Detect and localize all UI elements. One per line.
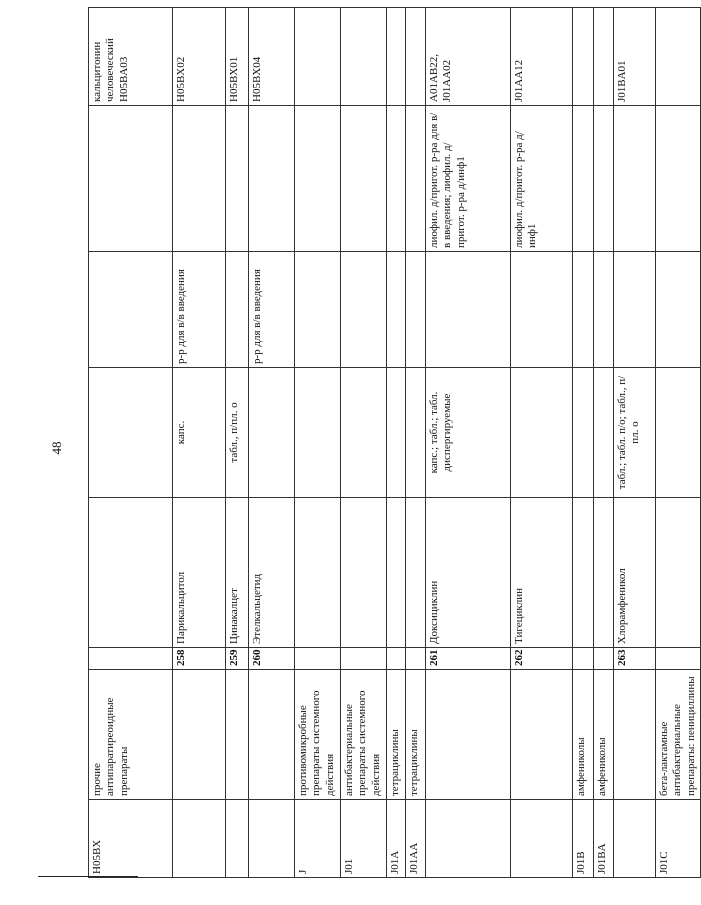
cell-name	[89, 498, 173, 648]
cell-form	[295, 368, 341, 498]
cell-form	[89, 368, 173, 498]
cell-form: капс.; табл.; табл. диспергируемые	[426, 368, 511, 498]
cell-form2	[426, 252, 511, 368]
page-number: 48	[49, 441, 64, 455]
cell-group: амфениколы	[573, 670, 594, 800]
table-row	[89, 8, 173, 878]
cell-other	[173, 106, 226, 252]
cell-form2: р-р для в/в введения	[249, 252, 295, 368]
cell-other	[249, 106, 295, 252]
cell-group: бета-лактамные антибактериальные препараты: пенициллины	[656, 670, 701, 800]
cell-form	[594, 368, 614, 498]
cell-atc: J01AA12	[511, 8, 573, 106]
rotated-table-container	[88, 8, 697, 878]
cell-form2	[656, 252, 701, 368]
cell-name	[594, 498, 614, 648]
cell-form2	[573, 252, 594, 368]
cell-num: 262	[511, 648, 573, 670]
cell-code	[226, 800, 249, 878]
cell-num	[594, 648, 614, 670]
cell-form: табл.; табл. п/о; табл., п/пл. о	[614, 368, 656, 498]
table-row	[594, 8, 614, 878]
cell-group: амфениколы	[594, 670, 614, 800]
table-row	[173, 8, 226, 878]
cell-other	[406, 106, 426, 252]
cell-num	[295, 648, 341, 670]
cell-group: прочие антипаратиреоидные препараты	[89, 670, 173, 800]
cell-num	[406, 648, 426, 670]
cell-code: J01C	[656, 800, 701, 878]
cell-form2: р-р для в/в введения	[173, 252, 226, 368]
cell-atc	[295, 8, 341, 106]
cell-other: лиофил. д/пригот. р-ра д/инф1	[511, 106, 573, 252]
cell-name	[295, 498, 341, 648]
cell-form2	[226, 252, 249, 368]
cell-group	[426, 670, 511, 800]
cell-code: H05BX	[89, 800, 173, 878]
cell-form: капс.	[173, 368, 226, 498]
cell-other	[594, 106, 614, 252]
cell-other	[387, 106, 406, 252]
cell-form	[387, 368, 406, 498]
cell-other	[573, 106, 594, 252]
cell-name: Этелкальцетид	[249, 498, 295, 648]
cell-form2	[89, 252, 173, 368]
table-row	[249, 8, 295, 878]
cell-form	[573, 368, 594, 498]
cell-name: Цинакалцет	[226, 498, 249, 648]
cell-group	[614, 670, 656, 800]
cell-form	[511, 368, 573, 498]
cell-name: Парикальцитол	[173, 498, 226, 648]
cell-group	[226, 670, 249, 800]
cell-atc: H05BX04	[249, 8, 295, 106]
cell-atc	[594, 8, 614, 106]
table-row	[614, 8, 656, 878]
cell-code: J01BA	[594, 800, 614, 878]
cell-atc: кальцитонин человеческий H05BA03	[89, 8, 173, 106]
cell-code: J01B	[573, 800, 594, 878]
cell-atc	[656, 8, 701, 106]
cell-other	[89, 106, 173, 252]
cell-form2	[614, 252, 656, 368]
cell-form	[406, 368, 426, 498]
cell-form2	[594, 252, 614, 368]
cell-num	[341, 648, 387, 670]
cell-form: табл., п/пл. о	[226, 368, 249, 498]
cell-atc	[341, 8, 387, 106]
table-row	[511, 8, 573, 878]
cell-group: противомикробные препараты системного действия	[295, 670, 341, 800]
cell-code	[249, 800, 295, 878]
cell-name: Тигециклин	[511, 498, 573, 648]
cell-atc: H05BX02	[173, 8, 226, 106]
table-row	[656, 8, 701, 878]
cell-other: лиофил. д/пригот. р-ра для в/в введения; лиофил. д/пригот. р-ра д/инф1	[426, 106, 511, 252]
cell-name	[387, 498, 406, 648]
cell-atc	[406, 8, 426, 106]
cell-name	[406, 498, 426, 648]
cell-code	[511, 800, 573, 878]
cell-num: 259	[226, 648, 249, 670]
cell-atc: H05BX01	[226, 8, 249, 106]
cell-atc	[573, 8, 594, 106]
table-row	[295, 8, 341, 878]
cell-num: 258	[173, 648, 226, 670]
cell-form2	[387, 252, 406, 368]
table-row	[341, 8, 387, 878]
cell-name: Хлорамфеникол	[614, 498, 656, 648]
cell-name	[341, 498, 387, 648]
table-row	[406, 8, 426, 878]
cell-code: J01A	[387, 800, 406, 878]
cell-group: антибактериальные препараты системного действия	[341, 670, 387, 800]
table-row	[387, 8, 406, 878]
cell-other	[226, 106, 249, 252]
cell-code	[426, 800, 511, 878]
cell-num	[573, 648, 594, 670]
cell-code	[614, 800, 656, 878]
cell-group: тетрациклины	[387, 670, 406, 800]
cell-num	[89, 648, 173, 670]
cell-name: Доксициклин	[426, 498, 511, 648]
table-body	[89, 8, 701, 878]
cell-form2	[341, 252, 387, 368]
cell-form	[656, 368, 701, 498]
cell-form	[249, 368, 295, 498]
cell-form2	[406, 252, 426, 368]
cell-group	[511, 670, 573, 800]
cell-name	[656, 498, 701, 648]
cell-other	[341, 106, 387, 252]
cell-name	[573, 498, 594, 648]
cell-num	[387, 648, 406, 670]
cell-form2	[511, 252, 573, 368]
cell-num: 263	[614, 648, 656, 670]
cell-group	[173, 670, 226, 800]
footnote-rule	[38, 876, 138, 877]
cell-other	[656, 106, 701, 252]
cell-group	[249, 670, 295, 800]
cell-num: 260	[249, 648, 295, 670]
cell-other	[295, 106, 341, 252]
cell-code	[173, 800, 226, 878]
cell-form	[341, 368, 387, 498]
cell-group: тетрациклины	[406, 670, 426, 800]
cell-num: 261	[426, 648, 511, 670]
cell-atc	[387, 8, 406, 106]
cell-code: J01AA	[406, 800, 426, 878]
table-row	[226, 8, 249, 878]
cell-atc: A01AB22, J01AA02	[426, 8, 511, 106]
cell-code: J	[295, 800, 341, 878]
cell-form2	[295, 252, 341, 368]
cell-other	[614, 106, 656, 252]
cell-code: J01	[341, 800, 387, 878]
table-row	[426, 8, 511, 878]
table-row	[573, 8, 594, 878]
cell-atc: J01BA01	[614, 8, 656, 106]
drug-list-table	[88, 7, 701, 878]
cell-num	[656, 648, 701, 670]
